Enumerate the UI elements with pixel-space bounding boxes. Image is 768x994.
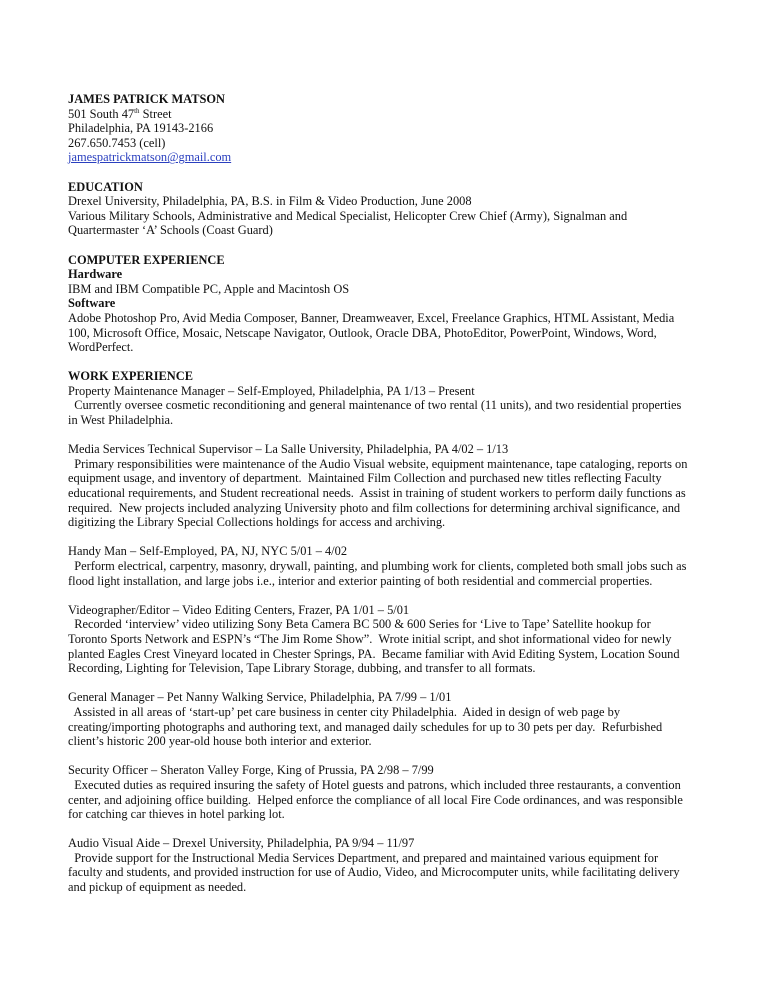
job-entry (68, 836, 708, 894)
education-heading: EDUCATION (68, 179, 143, 194)
job-description-line: Currently oversee cosmetic reconditioning and general maintenance of two rental (11 units), and two residential properties (68, 398, 682, 413)
phone-line: 267.650.7453 (cell) (68, 135, 166, 150)
hardware-label: Hardware (68, 267, 123, 282)
work-heading: WORK EXPERIENCE (68, 369, 193, 384)
job-description-line: equipment usage, and inventory of department. Maintained Film Collection and purchased new titles reflecting Faculty (68, 471, 662, 486)
education-section (68, 180, 708, 238)
education-line: Quartermaster ‘A’ Schools (Coast Guard) (68, 223, 273, 238)
street-prefix: 501 South 47 (68, 106, 135, 121)
job-description-line: required. New projects included analyzing University photo and film collections for determining archival significance, and (68, 500, 681, 515)
job-description-line: planted Eagles Crest Vineyard located in Chester Springs, PA. Became familiar with Avid Editing System, Location Sound (68, 646, 680, 661)
software-line: WordPerfect. (68, 340, 134, 355)
job-description-line: and pickup of equipment as needed. (68, 880, 247, 895)
computer-section (68, 253, 708, 355)
contact-block (68, 92, 708, 165)
job-description-line: Perform electrical, carpentry, masonry, drywall, painting, and plumbing work for clients, completed both small jobs such as (68, 559, 687, 573)
job-title: Property Maintenance Manager – Self-Employed, Philadelphia, PA 1/13 – Present (68, 383, 475, 398)
job-description-line: Assisted in all areas of ‘start-up’ pet care business in center city Philadelphia. Aided in design of web page by (68, 704, 621, 719)
software-label: Software (68, 296, 116, 311)
candidate-name: JAMES PATRICK MATSON (68, 92, 225, 106)
job-description-line: in West Philadelphia. (68, 413, 174, 428)
job-description-line: digitizing the Library Special Collections holdings for access and archiving. (68, 515, 446, 530)
job-description-line: Recording, Lighting for Television, Tape Library Storage, dubbing, and transfer to all formats. (68, 661, 536, 676)
street-ordinal: th (134, 106, 140, 115)
email-link[interactable]: jamespatrickmatson@gmail.com (68, 150, 232, 165)
job-title: Videographer/Editor – Video Editing Centers, Frazer, PA 1/01 – 5/01 (68, 602, 410, 617)
job-description-line: educational requirements, and Student recreational needs. Assist in training of student workers to perform daily functions as (68, 486, 686, 501)
resume-page (68, 92, 708, 895)
education-line: Various Military Schools, Administrative and Medical Specialist, Helicopter Crew Chief (Army), Signalman and (68, 208, 628, 223)
job-title: Handy Man – Self-Employed, PA, NJ, NYC 5/01 – 4/02 (68, 544, 348, 559)
street-address (68, 107, 708, 122)
job-description-line: center, and adjoining office building. Helped enforce the compliance of all local Fire Code ordinances, and was responsible (68, 792, 683, 807)
job-entry (68, 763, 708, 821)
education-line: Drexel University, Philadelphia, PA, B.S. in Film & Video Production, June 2008 (68, 194, 472, 209)
job-description-line: Executed duties as required insuring the safety of Hotel guests and patrons, which included three restaurants, a convention (68, 777, 681, 792)
job-entry (68, 544, 708, 588)
computer-heading: COMPUTER EXPERIENCE (68, 252, 225, 267)
job-description-line: for catching car thieves in hotel parking lot. (68, 807, 285, 822)
job-description-line: flood light installation, and large jobs i.e., interior and exterior painting of both residential and commercial properties. (68, 573, 653, 588)
job-title: General Manager – Pet Nanny Walking Service, Philadelphia, PA 7/99 – 1/01 (68, 690, 452, 705)
job-title: Media Services Technical Supervisor – La Salle University, Philadelphia, PA 4/02 – 1/13 (68, 442, 509, 457)
job-description-line: Primary responsibilities were maintenance of the Audio Visual website, equipment maintenance, tape cataloging, reports on (68, 456, 688, 471)
work-section (68, 369, 708, 894)
job-entry (68, 603, 708, 676)
job-description-line: Toronto Sports Network and ESPN’s “The Jim Rome Show”. Wrote initial script, and shot informational video for newly (68, 631, 672, 646)
hardware-text: IBM and IBM Compatible PC, Apple and Macintosh OS (68, 281, 350, 296)
software-line: Adobe Photoshop Pro, Avid Media Composer, Banner, Dreamweaver, Excel, Freelance Graphics, HTML Assistant, Media (68, 310, 675, 325)
job-description-line: client’s historic 200 year-old house both interior and exterior. (68, 734, 372, 749)
job-description-line: faculty and students, and provided instruction for use of Audio, Video, and Microcomputer units, while facilitating delivery (68, 865, 680, 880)
job-description-line: Recorded ‘interview’ video utilizing Sony Beta Camera BC 500 & 600 Series for ‘Live to Tape’ Satellite hookup for (68, 617, 651, 632)
job-description-line: creating/importing photographs and authoring text, and managed daily schedules for up to 30 pets per day. Refurbished (68, 719, 663, 734)
job-description-line: Provide support for the Instructional Media Services Department, and prepared and maintained various equipment for (68, 850, 659, 865)
job-title: Security Officer – Sheraton Valley Forge, King of Prussia, PA 2/98 – 7/99 (68, 763, 434, 778)
job-entry (68, 384, 708, 428)
job-entry (68, 690, 708, 748)
city-line: Philadelphia, PA 19143-2166 (68, 121, 214, 136)
job-title: Audio Visual Aide – Drexel University, Philadelphia, PA 9/94 – 11/97 (68, 836, 415, 851)
software-line: 100, Microsoft Office, Mosaic, Netscape Navigator, Outlook, Oracle DBA, PhotoEditor, PowerPoint, Windows, Word, (68, 325, 657, 340)
job-entry (68, 442, 708, 530)
street-suffix: Street (139, 106, 172, 121)
